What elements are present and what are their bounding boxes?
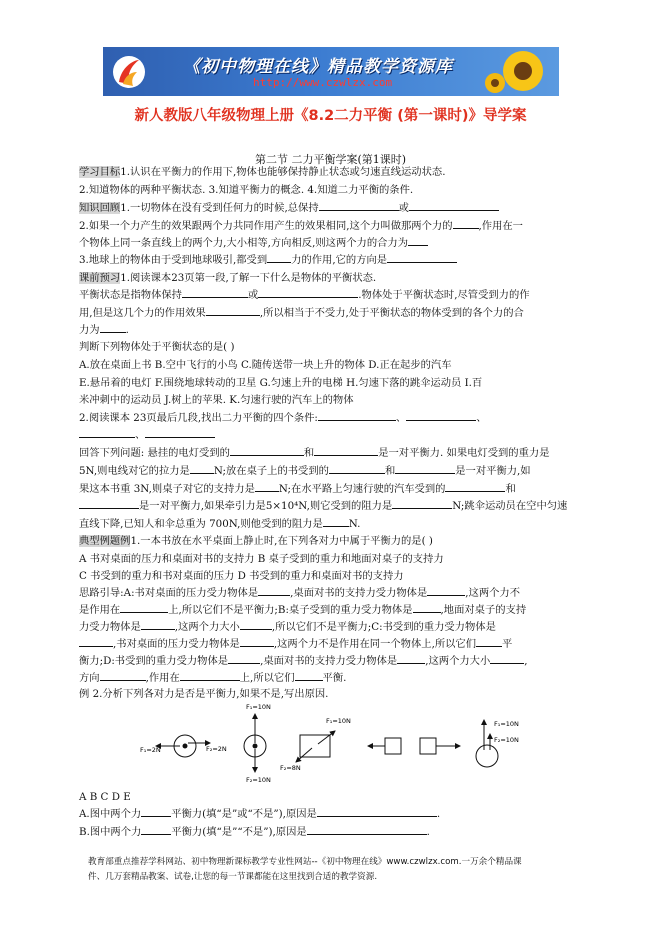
hint-line-2	[79, 602, 526, 618]
blank	[427, 585, 465, 596]
example-options-2	[79, 568, 404, 584]
hint-line-3	[79, 619, 496, 635]
hint-line-4	[79, 636, 512, 652]
text: 衡力;D:书受到的重力受力物体是	[79, 655, 229, 667]
review-line-1	[79, 200, 499, 216]
section-subtitle: 第二节 二力平衡学案(第1课时)	[254, 153, 407, 166]
text: 平衡力(填“是”或“不是”),原因是	[171, 808, 317, 820]
conditions-line-2	[79, 427, 215, 443]
text: 和	[505, 483, 516, 495]
text: ,作用在一	[478, 220, 523, 232]
text: 和	[384, 465, 396, 477]
blank	[445, 481, 505, 492]
blank	[409, 200, 499, 211]
text: 用,但是这几个力的作用效果	[79, 307, 206, 319]
text: N.	[348, 518, 361, 530]
blank	[323, 516, 349, 527]
text: 2.知道物体的两种平衡状态. 3.知道平衡力的概念. 4.知道二力平衡的条件.	[79, 184, 414, 196]
text: 、	[395, 412, 407, 424]
goal-line-1	[79, 164, 445, 180]
diagram-e	[476, 720, 519, 767]
text: 1.一切物体在没有受到任何力的时候,总保持	[120, 202, 319, 214]
text: 、	[135, 429, 146, 441]
blank	[329, 463, 385, 474]
blank	[317, 806, 437, 817]
goal-line-2	[79, 182, 413, 198]
review-label: 知识回顾	[79, 202, 121, 214]
text: 1.阅读课本23页第一段,了解一下什么是物体的平衡状态.	[120, 272, 377, 284]
judge-options-2	[79, 375, 482, 391]
logo-icon	[111, 54, 147, 90]
text: ,地面对桌子的支持	[440, 604, 527, 616]
example-options-1	[79, 551, 444, 567]
text: 和	[303, 447, 315, 459]
text: ,所以相当于不受力,处于平衡状态的物体受到的各个力的合	[259, 307, 524, 319]
header-banner	[103, 47, 559, 96]
review-line-2	[79, 218, 523, 234]
blank	[255, 481, 279, 492]
text: A 书对桌面的压力和桌面对书的支持力 B 桌子受到的重力和地面对桌子的支持力	[79, 553, 444, 565]
blank	[141, 824, 171, 835]
text: 是作用在	[79, 604, 121, 616]
diagram-b-f2: F₂=10N	[246, 776, 271, 784]
blank	[258, 287, 358, 298]
text: 3.地球上的物体由于受到地球吸引,都受到	[79, 254, 268, 266]
text: A B C D E	[79, 791, 131, 803]
text: 方向	[79, 672, 100, 684]
text: 上,所以它们不是平衡力;B:桌子受到的重力受力物体是	[168, 604, 413, 616]
blank	[408, 235, 428, 246]
diagram-b	[244, 703, 271, 784]
blank	[206, 305, 260, 316]
text: 力受力物体是	[79, 621, 141, 633]
judge-options-1	[79, 357, 452, 373]
preview-line-1	[79, 270, 376, 286]
text: 、	[476, 412, 487, 424]
blank	[295, 670, 323, 681]
blank	[413, 602, 441, 613]
blank	[100, 322, 126, 333]
text: 或	[247, 289, 259, 301]
text: N;放在桌子上的书受到的	[213, 465, 329, 477]
footer-line-2: 件、几万套精品教案、试卷,让您的每一节课都能在这里找到合适的教学资源.	[88, 872, 378, 882]
judge-question	[79, 339, 234, 355]
text: 力的作用,它的方向是	[291, 254, 388, 266]
text: 思路引导:A:书对桌面的压力受力物体是	[79, 587, 259, 599]
goal-label: 学习目标	[79, 166, 121, 178]
diagram-a-f1: F₁=2N	[140, 746, 161, 754]
text: ,桌面对书的支持力受力物体是	[260, 655, 398, 667]
text: 5N,则电线对它的拉力是	[79, 465, 190, 477]
blank	[314, 445, 378, 456]
blank	[180, 670, 240, 681]
answer-b	[79, 824, 430, 840]
hint-line-1	[79, 585, 520, 601]
text: ,这两个力不	[465, 587, 521, 599]
answer-line-5	[79, 516, 360, 532]
text: 米冲刺中的运动员 J.树上的苹果. K.匀速行驶的汽车上的物体	[79, 394, 354, 406]
text: ,书对桌面的压力受力物体是	[113, 638, 240, 650]
banner-title: 《初中物理在线》精品教学资源库	[183, 57, 453, 77]
blank	[100, 670, 146, 681]
text: 或	[398, 202, 409, 214]
blank	[476, 636, 502, 647]
diagram-b-f1: F₁=10N	[246, 703, 271, 711]
diagram-a	[140, 735, 227, 757]
blank	[397, 653, 425, 664]
review-line-4	[79, 252, 457, 268]
text: 平衡状态是指物体保持	[79, 289, 182, 301]
blank	[267, 252, 291, 263]
answer-line-4	[79, 498, 567, 514]
text: ,这两个力大小	[174, 621, 240, 633]
footer	[88, 855, 588, 885]
blank	[79, 636, 113, 647]
conditions-line-1	[79, 410, 486, 426]
text: 1.一本书放在水平桌面上静止时,在下列各对力中属于平衡力的是( )	[130, 535, 433, 547]
text: 是一对平衡力. 如果电灯受到的重力是	[378, 447, 550, 459]
diagram-c	[280, 717, 351, 772]
preview-line-3	[79, 305, 524, 321]
text: 是一对平衡力,如	[455, 465, 531, 477]
text: ,这两个力不是作用在同一个物体上,所以它们	[273, 638, 477, 650]
text: 直线下降,已知人和伞总重为 700N,则他受到的阻力是	[79, 518, 323, 530]
blank	[392, 498, 452, 509]
blank	[79, 498, 139, 509]
blank	[228, 653, 260, 664]
document-title: 新人教版八年级物理上册《8.2二力平衡 (第一课时)》导学案	[134, 108, 527, 124]
text: A.放在桌面上书 B.空中飞行的小鸟 C.随传送带一块上升的物体 D.正在起步的汽车	[79, 359, 452, 371]
blank	[120, 602, 168, 613]
text: 判断下列物体处于平衡状态的是( )	[79, 341, 235, 353]
diagram-e-f2: F₂=10N	[494, 736, 519, 744]
text: 回答下列问题: 悬挂的电灯受到的	[79, 447, 230, 459]
text: 个物体上同一条直线上的两个力,大小相等,方向相反,则这两个力的合力为	[79, 237, 409, 249]
blank	[307, 824, 427, 835]
text: 平	[502, 638, 513, 650]
preview-line-4: 力为 .	[79, 324, 129, 336]
text: .物体处于平衡状态时,尽管受到力的作	[358, 289, 530, 301]
example-question	[79, 533, 433, 549]
hint-line-5	[79, 653, 528, 669]
text: B.图中两个力	[79, 826, 142, 838]
text: ,作用在	[145, 672, 180, 684]
diagram-letters	[79, 789, 131, 805]
answer-line-2	[79, 463, 531, 479]
answer-a	[79, 806, 440, 822]
text: 上,所以它们	[239, 672, 295, 684]
blank	[318, 410, 396, 421]
text: ,	[524, 655, 528, 667]
blank	[141, 619, 175, 630]
answer-line-3	[79, 481, 516, 497]
blank	[141, 806, 171, 817]
banner-url: http://www.czwlzx.com	[253, 76, 393, 89]
diagram-e-f1: F₁=10N	[494, 720, 519, 728]
text: 果这本书重 3N,则桌子对它的支持力是	[79, 483, 255, 495]
text: ,所以它们不是平衡力;C:书受到的重力受力物体是	[271, 621, 496, 633]
text: ,桌面对书的支持力受力物体是	[290, 587, 428, 599]
blank	[145, 427, 215, 438]
text: ,这两个力大小	[425, 655, 491, 667]
blank	[79, 427, 135, 438]
diagram-a-f2: F₂=2N	[206, 745, 227, 753]
force-diagrams	[130, 700, 530, 785]
blank	[387, 252, 457, 263]
blank	[453, 218, 479, 229]
judge-options-3	[79, 392, 354, 408]
blank	[240, 619, 272, 630]
blank	[490, 653, 524, 664]
text: E.悬吊着的电灯 F.围绕地球转动的卫星 G.匀速上升的电梯 H.匀速下落的跳伞运动员 I.百	[79, 377, 483, 389]
blank	[230, 445, 304, 456]
text: .	[426, 826, 430, 838]
text: N;在水平路上匀速行驶的汽车受到的	[278, 483, 446, 495]
text: .	[436, 808, 441, 820]
text: 力为	[79, 324, 100, 336]
blank	[406, 410, 476, 421]
diagram-d	[368, 738, 460, 754]
text: N;跳伞运动员在空中匀速	[452, 500, 568, 512]
text: 平衡.	[322, 672, 347, 684]
review-line-3	[79, 235, 428, 251]
footer-line-1: 教育部重点推荐学科网站、初中物理新课标教学专业性网站--《初中物理在线》www.czwlzx.com.一万余个精品课	[88, 857, 522, 867]
blank	[182, 287, 248, 298]
blank	[319, 200, 399, 211]
blank	[395, 463, 455, 474]
preview-line-2	[79, 287, 530, 303]
answer-line-1	[79, 445, 550, 461]
sunflower-icon	[483, 49, 553, 95]
blank	[240, 636, 274, 647]
blank	[258, 585, 290, 596]
example-label: 典型例题例	[79, 535, 131, 547]
text: 1.认识在平衡力的作用下,物体也能够保持静止状态或匀速直线运动状态.	[120, 166, 446, 178]
text: 是一对平衡力,如果牵引力是5×10⁴N,则它受到的阻力是	[139, 500, 393, 512]
text: 平衡力(填“是”“不是”),原因是	[171, 826, 307, 838]
text: C 书受到的重力和书对桌面的压力 D 书受到的重力和桌面对书的支持力	[79, 570, 404, 582]
text: A.图中两个力	[79, 808, 142, 820]
blank	[190, 463, 214, 474]
diagram-c-f1: F₁=10N	[326, 717, 351, 725]
text: 例 2.分析下列各对力是否是平衡力,如果不是,写出原因.	[79, 688, 329, 700]
text: 2.阅读课本 23页最后几段,找出二力平衡的四个条件:	[79, 412, 318, 424]
hint-line-6	[79, 670, 346, 686]
diagram-c-f2: F₂=8N	[280, 764, 301, 772]
text: 2.如果一个力产生的效果跟两个力共同作用产生的效果相同,这个力叫做那两个力的	[79, 220, 453, 232]
preview-label: 课前预习	[79, 272, 121, 284]
